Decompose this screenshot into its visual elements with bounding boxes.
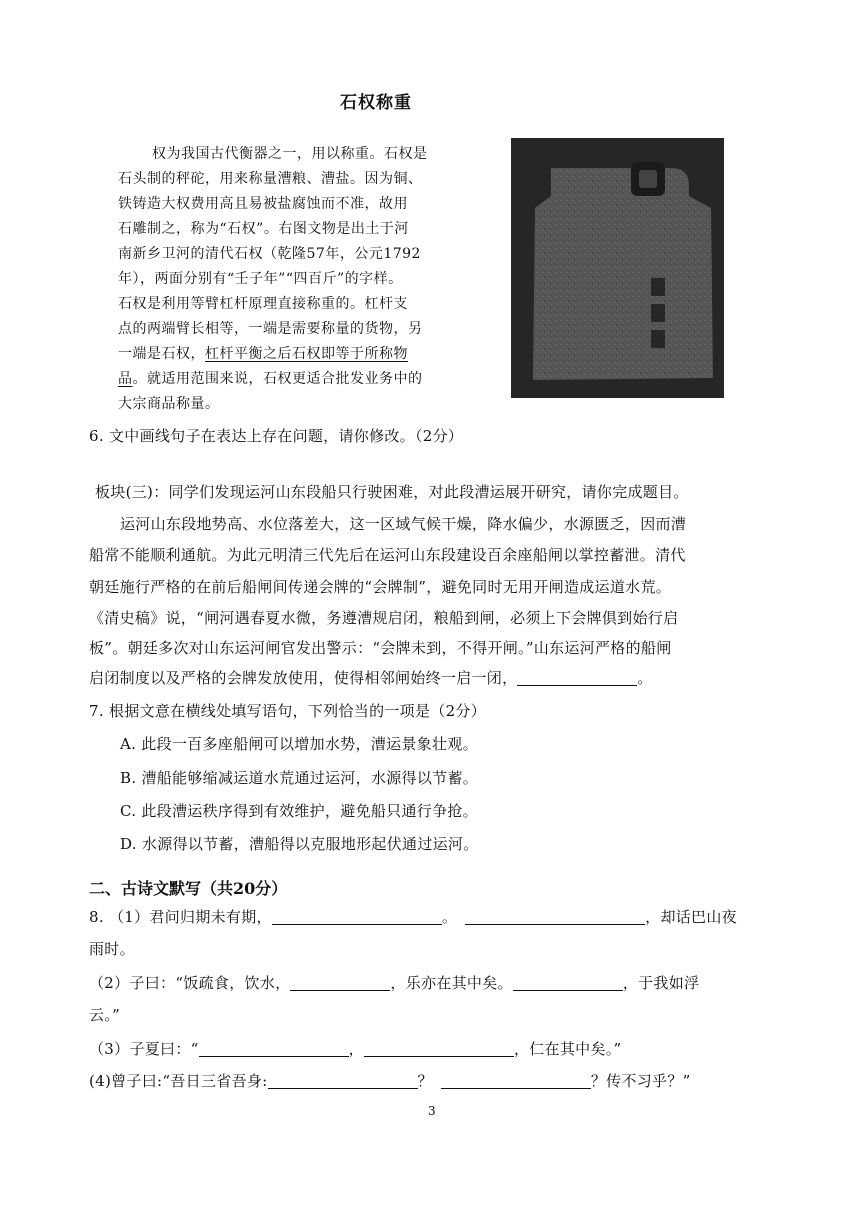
option-b[interactable]: B. 漕船能够缩减运道水荒通过运河，水源得以节蓄。 (120, 769, 479, 787)
question-text: ，乐亦在其中矣。 (390, 974, 513, 992)
question-8-2 (89, 972, 699, 993)
passage-line-with-blank (89, 667, 653, 688)
question-8-2-cont: 云。” (89, 1006, 121, 1024)
sidebar-line: 点的两端臂长相等，一端是需要称量的货物，另 (118, 321, 423, 337)
sidebar-line: 年），两面分别有“壬子年”“四百斤”的字样。 (118, 271, 403, 287)
fill-blank[interactable] (517, 671, 637, 686)
passage-line: 运河山东段地势高、水位落差大，这一区域气候干燥，降水偏少，水源匮乏，因而漕 (120, 515, 687, 533)
underlined-sentence: 杠杆平衡之后石权即等于所称物 (205, 346, 408, 362)
option-c[interactable]: C. 此段漕运秩序得到有效维护，避免船只通行争抢。 (120, 802, 478, 820)
question-text: ？ (417, 1072, 433, 1090)
question-text: ？传不习乎？” (590, 1072, 691, 1090)
fill-blank[interactable] (272, 910, 442, 925)
question-text: （3）子夏曰：“ (89, 1040, 199, 1058)
question-text: (4)曾子曰:“吾日三省吾身: (89, 1072, 268, 1090)
stone-weight-photo (511, 138, 724, 398)
question-text: 8. （1）君问归期未有期， (89, 908, 272, 926)
section-3-heading: 板块(三)：同学们发现运河山东段船只行驶困难，对此段漕运展开研究，请你完成题目。 (95, 483, 689, 501)
question-text: ，于我如浮 (622, 974, 700, 992)
sidebar-line: 石头制的秤砣，用来称量漕粮、漕盐。因为铜、 (118, 171, 423, 187)
question-8-4 (89, 1070, 691, 1091)
passage-text: 。 (637, 669, 653, 687)
question-8-3 (89, 1038, 622, 1059)
option-a[interactable]: A. 此段一百多座船闸可以增加水势，漕运景象壮观。 (120, 735, 478, 753)
sidebar-line: 南新乡卫河的清代石权（乾隆57年，公元1792 (118, 246, 421, 262)
part-2-heading: 二、古诗文默写（共20分） (89, 879, 288, 898)
page-number: 3 (428, 1104, 436, 1118)
passage-line: 板”。朝廷多次对山东运河闸官发出警示：“会牌未到，不得开闸。”山东运河严格的船闸 (89, 639, 672, 657)
sidebar-title: 石权称重 (340, 93, 412, 113)
fill-blank[interactable] (364, 1042, 514, 1057)
passage-text: 启闭制度以及严格的会牌发放使用，使得相邻闸始终一启一闭， (89, 669, 518, 687)
fill-blank[interactable] (441, 1074, 591, 1089)
fill-blank[interactable] (465, 910, 645, 925)
question-text: ，仁在其中矣。” (513, 1040, 622, 1058)
fill-blank[interactable] (513, 976, 623, 991)
question-text: ， (348, 1040, 364, 1058)
sidebar-text: 。就适用范围来说，石权更适合批发业务中的 (132, 371, 423, 387)
underlined-sentence-end: 品 (118, 371, 133, 387)
question-8-1 (89, 906, 737, 927)
sidebar-text: 一端是石权， (118, 346, 205, 362)
sidebar-line: 石雕制之，称为“石权”。右图文物是出土于河 (118, 221, 409, 237)
question-6: 6. 文中画线句子在表达上存在问题，请你修改。（2分） (89, 427, 464, 445)
question-text: ，却话巴山夜 (645, 908, 737, 926)
sidebar-line: 大宗商品称量。 (118, 396, 220, 412)
sidebar-line-underlined (118, 343, 408, 363)
sidebar-line: 石权是利用等臂杠杆原理直接称重的。杠杆支 (118, 296, 408, 312)
question-8-1-cont: 雨时。 (89, 940, 135, 958)
fill-blank[interactable] (199, 1042, 349, 1057)
fill-blank[interactable] (268, 1074, 418, 1089)
question-text: （2）子曰：“饭疏食，饮水， (89, 974, 291, 992)
sidebar-line-underlined (118, 368, 423, 388)
passage-line: 朝廷施行严格的在前后船闸间传递会牌的“会牌制”，避免同时无用开闸造成运道水荒。 (89, 578, 672, 596)
question-text: 。 (441, 908, 458, 926)
passage-line: 《清史稿》说，“闸河遇春夏水微，务遵漕规启闭，粮船到闸，必须上下会牌俱到始行启 (89, 609, 679, 627)
passage-line: 船常不能顺利通航。为此元明清三代先后在运河山东段建设百余座船闸以掌控蓄泄。清代 (89, 546, 686, 564)
question-7-stem: 7. 根据文意在横线处填写语句，下列恰当的一项是（2分） (89, 702, 487, 720)
sidebar-line: 铁铸造大权费用高且易被盐腐蚀而不准，故用 (118, 196, 408, 212)
option-d[interactable]: D. 水源得以节蓄，漕船得以克服地形起伏通过运河。 (120, 835, 479, 853)
stone-weight-image (511, 138, 724, 398)
sidebar-line: 权为我国古代衡器之一，用以称重。石权是 (152, 146, 428, 162)
fill-blank[interactable] (290, 976, 390, 991)
